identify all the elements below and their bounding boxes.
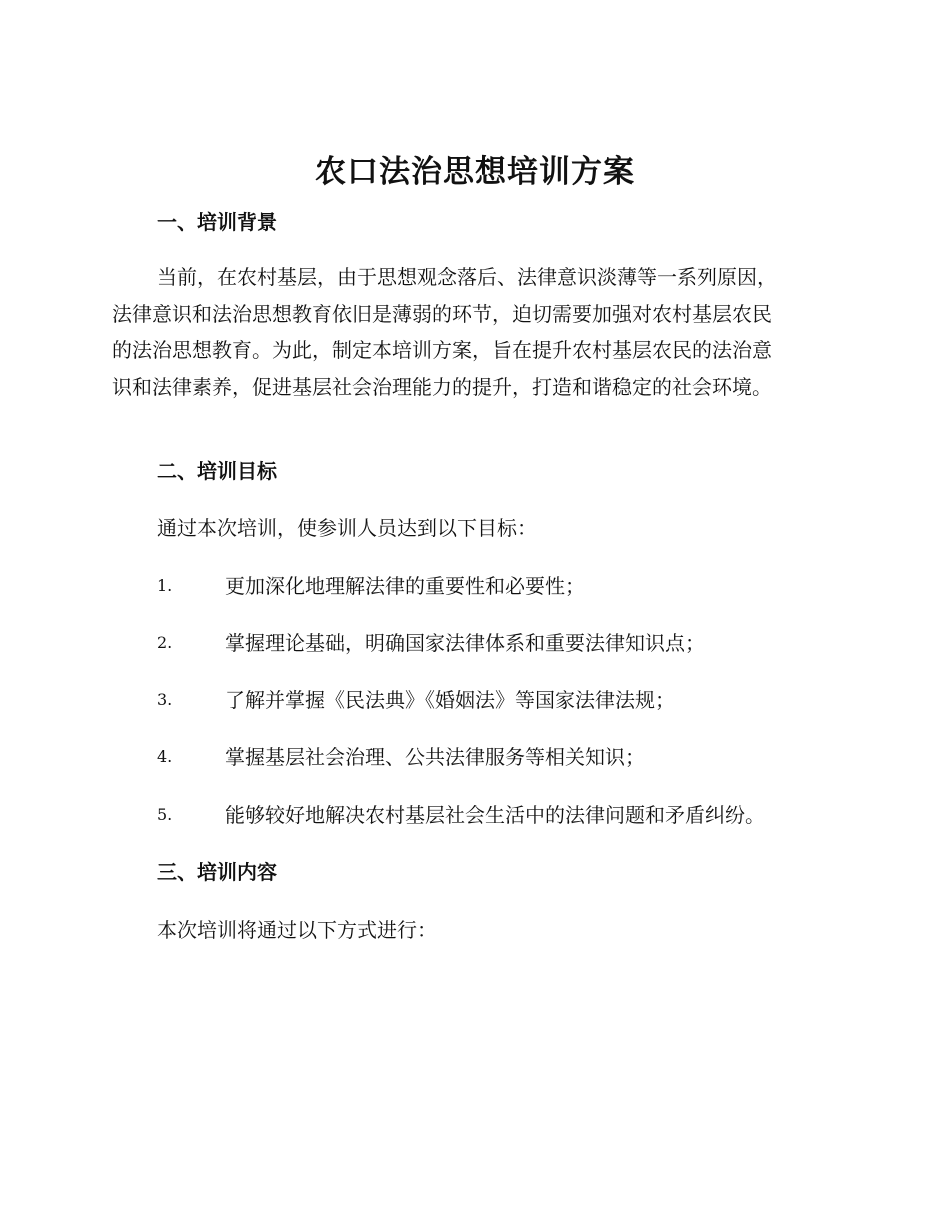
list-item-number: 4. bbox=[157, 747, 173, 766]
list-item-text: 了解并掌握《民法典》《婚姻法》等国家法律法规； bbox=[225, 688, 675, 712]
document-title: 农口法治思想培训方案 bbox=[315, 154, 635, 190]
section-heading-goals: 二、培训目标 bbox=[157, 459, 277, 483]
list-item-number: 5. bbox=[157, 805, 173, 824]
list-item-text: 能够较好地解决农村基层社会生活中的法律问题和矛盾纠纷。 bbox=[225, 803, 765, 827]
list-item-text: 掌握基层社会治理、公共法律服务等相关知识； bbox=[225, 745, 645, 769]
paragraph-line: 法律意识和法治思想教育依旧是薄弱的环节，迫切需要加强对农村基层农民 bbox=[112, 301, 772, 326]
list-item-text: 掌握理论基础，明确国家法律体系和重要法律知识点； bbox=[225, 631, 705, 655]
paragraph-line: 识和法律素养，促进基层社会治理能力的提升，打造和谐稳定的社会环境。 bbox=[112, 374, 772, 399]
goals-intro: 通过本次培训，使参训人员达到以下目标： bbox=[157, 516, 537, 540]
section-heading-content: 三、培训内容 bbox=[157, 860, 277, 884]
list-item-text: 更加深化地理解法律的重要性和必要性； bbox=[225, 574, 585, 598]
list-item-number: 2. bbox=[157, 633, 173, 652]
background-paragraph bbox=[112, 259, 842, 405]
list-item-number: 1. bbox=[157, 576, 173, 595]
section-heading-background: 一、培训背景 bbox=[157, 210, 277, 234]
list-item-number: 3. bbox=[157, 690, 173, 709]
paragraph-line: 的法治思想教育。为此，制定本培训方案，旨在提升农村基层农民的法治意 bbox=[112, 338, 772, 362]
paragraph-line: 当前，在农村基层，由于思想观念落后、法律意识淡薄等一系列原因， bbox=[157, 265, 777, 289]
content-intro: 本次培训将通过以下方式进行： bbox=[157, 918, 437, 942]
